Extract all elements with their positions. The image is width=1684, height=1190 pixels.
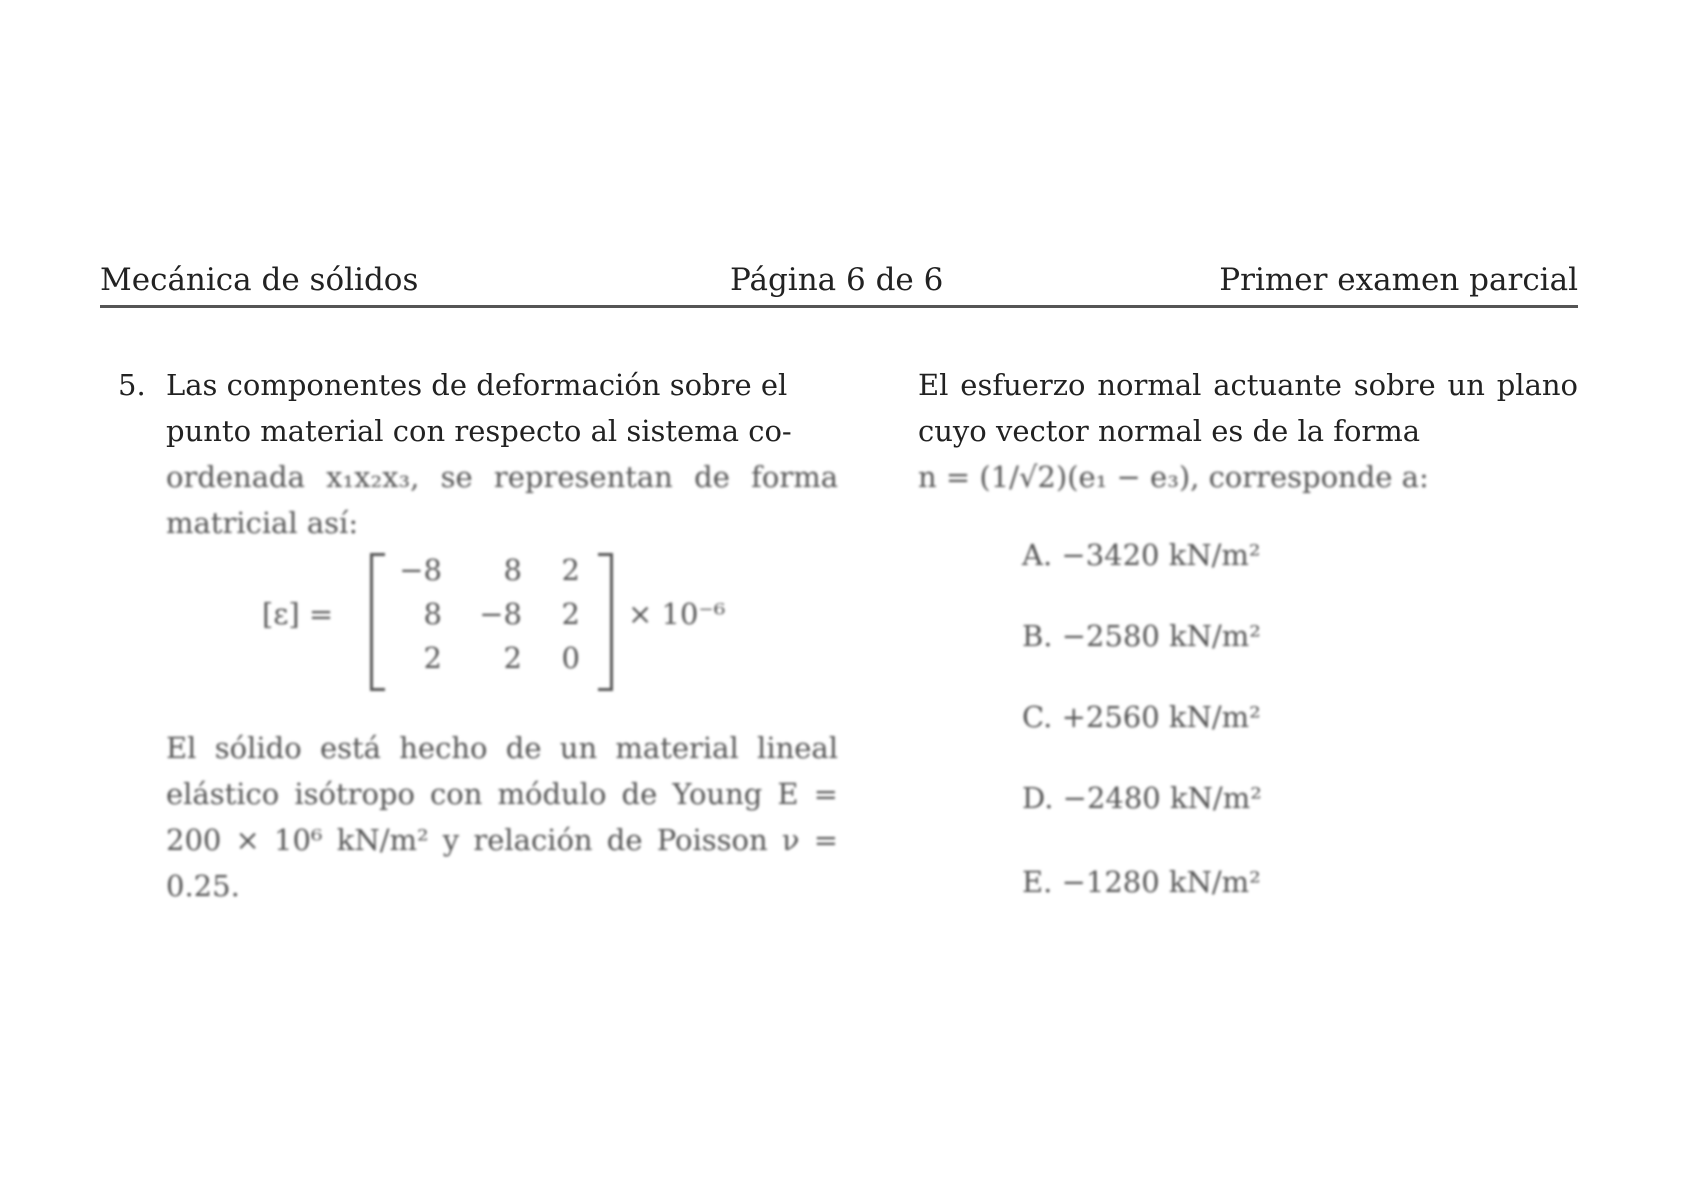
matrix-cell: 2 xyxy=(503,641,522,675)
question-left-column xyxy=(118,362,838,546)
matrix-cell: 0 xyxy=(561,641,580,675)
header-course: Mecánica de sólidos xyxy=(100,262,419,298)
question-right-column xyxy=(918,362,1578,500)
matrix-cell: 2 xyxy=(561,597,580,631)
normal-vector-formula: n = (1/√2)(e₁ − e₃), corresponde a: xyxy=(918,460,1429,494)
intro-line-2: punto material con respecto al sistema co- xyxy=(166,414,792,448)
right-text: El esfuerzo normal actuante sobre un plano cuyo vector normal es de la forma xyxy=(918,368,1578,448)
left-bracket xyxy=(370,553,385,691)
header-rule xyxy=(100,305,1578,308)
matrix-cell: −8 xyxy=(399,553,442,587)
matrix-cell: 8 xyxy=(503,553,522,587)
matrix-label: [ε] = xyxy=(262,597,334,631)
option-label: B. xyxy=(1022,619,1053,653)
matrix-multiplier: × 10⁻⁶ xyxy=(628,597,726,631)
option-d[interactable] xyxy=(1022,781,1262,815)
option-value: −2480 kN/m² xyxy=(1062,781,1262,815)
option-label: D. xyxy=(1022,781,1054,815)
intro-line-1: Las componentes de deformación sobre el xyxy=(166,368,788,402)
option-b[interactable] xyxy=(1022,619,1261,653)
option-value: −1280 kN/m² xyxy=(1061,865,1261,899)
option-label: C. xyxy=(1022,700,1053,734)
option-value: −2580 kN/m² xyxy=(1061,619,1261,653)
matrix-cell: 8 xyxy=(423,597,442,631)
question-number: 5. xyxy=(118,368,146,402)
strain-matrix xyxy=(262,545,732,695)
material-description xyxy=(118,725,838,909)
matrix-cell: 2 xyxy=(561,553,580,587)
matrix-cell: −8 xyxy=(479,597,522,631)
option-a[interactable] xyxy=(1022,538,1261,572)
option-value: −3420 kN/m² xyxy=(1061,538,1261,572)
option-label: A. xyxy=(1022,538,1053,572)
option-label: E. xyxy=(1022,865,1053,899)
option-e[interactable] xyxy=(1022,865,1261,899)
matrix-cell: 2 xyxy=(423,641,442,675)
header-page-number: Página 6 de 6 xyxy=(730,262,944,298)
material-text: El sólido está hecho de un material lineal elástico isótropo con módulo de Young E = 200 × 10⁶ kN/m² y relación de Poisson ν = 0.25. xyxy=(166,731,838,903)
header-exam-title: Primer examen parcial xyxy=(1219,262,1578,298)
option-value: +2560 kN/m² xyxy=(1061,700,1261,734)
intro-continuation: ordenada x₁x₂x₃, se representan de forma matricial así: xyxy=(166,460,838,540)
option-c[interactable] xyxy=(1022,700,1261,734)
right-bracket xyxy=(598,553,613,691)
